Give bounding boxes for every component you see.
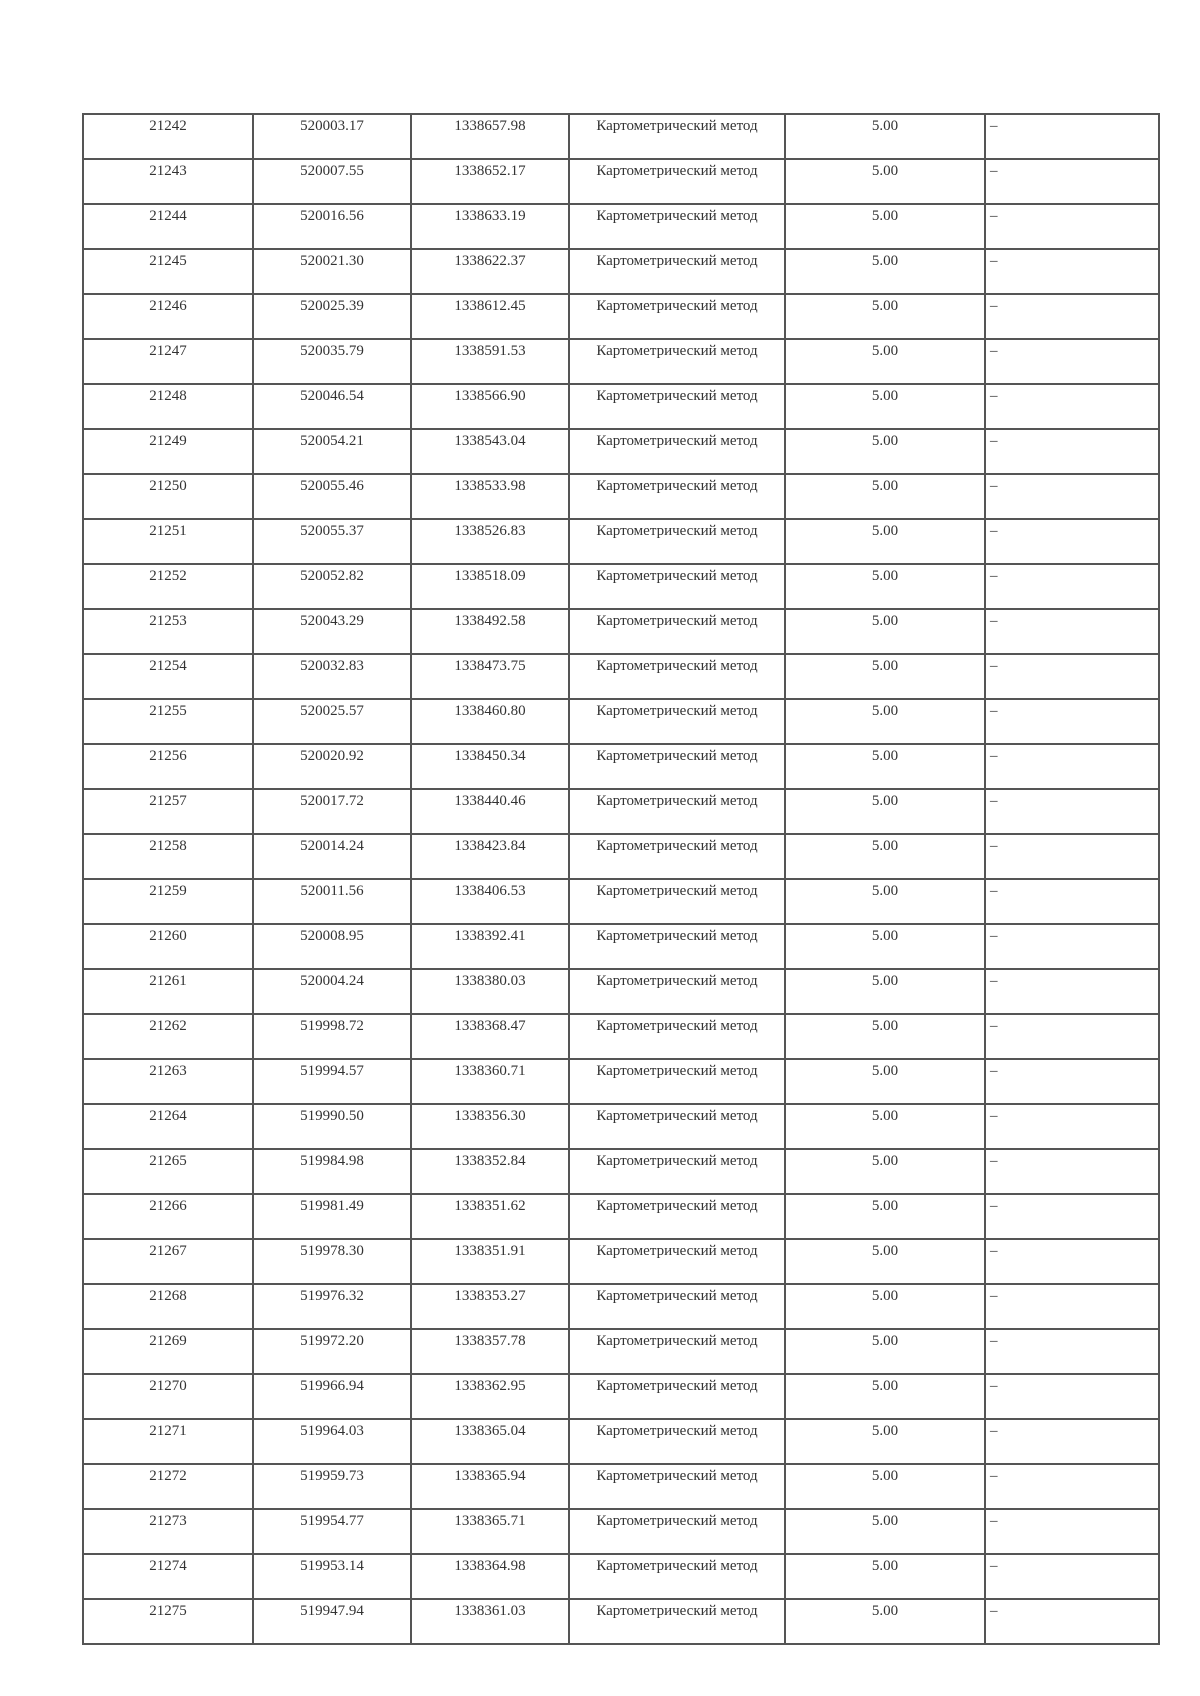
point-number-cell: 21263 [83, 1059, 253, 1104]
coordinate-x-cell: 519964.03 [253, 1419, 411, 1464]
coordinate-y-cell: 1338566.90 [411, 384, 569, 429]
precision-cell: 5.00 [785, 519, 985, 564]
precision-cell: 5.00 [785, 429, 985, 474]
note-cell: – [985, 1014, 1159, 1059]
table-row [83, 1149, 1159, 1194]
coordinate-x-cell: 519972.20 [253, 1329, 411, 1374]
note-cell: – [985, 1284, 1159, 1329]
table-row [83, 1599, 1159, 1644]
coordinate-y-cell: 1338591.53 [411, 339, 569, 384]
precision-cell: 5.00 [785, 1374, 985, 1419]
precision-cell: 5.00 [785, 564, 985, 609]
point-number-cell: 21269 [83, 1329, 253, 1374]
point-number-cell: 21264 [83, 1104, 253, 1149]
point-number-cell: 21250 [83, 474, 253, 519]
coordinate-y-cell: 1338357.78 [411, 1329, 569, 1374]
coordinate-x-cell: 519954.77 [253, 1509, 411, 1554]
coordinate-y-cell: 1338392.41 [411, 924, 569, 969]
method-cell: Картометрический метод [569, 609, 785, 654]
precision-cell: 5.00 [785, 789, 985, 834]
point-number-cell: 21249 [83, 429, 253, 474]
method-cell: Картометрический метод [569, 789, 785, 834]
method-cell: Картометрический метод [569, 519, 785, 564]
table-row [83, 114, 1159, 159]
coordinate-x-cell: 520014.24 [253, 834, 411, 879]
note-cell: – [985, 654, 1159, 699]
note-cell: – [985, 1419, 1159, 1464]
precision-cell: 5.00 [785, 384, 985, 429]
coordinate-y-cell: 1338362.95 [411, 1374, 569, 1419]
note-cell: – [985, 1464, 1159, 1509]
coordinate-y-cell: 1338351.91 [411, 1239, 569, 1284]
method-cell: Картометрический метод [569, 1104, 785, 1149]
method-cell: Картометрический метод [569, 114, 785, 159]
point-number-cell: 21275 [83, 1599, 253, 1644]
method-cell: Картометрический метод [569, 1284, 785, 1329]
note-cell: – [985, 339, 1159, 384]
table-row [83, 744, 1159, 789]
table-row [83, 1194, 1159, 1239]
note-cell: – [985, 1194, 1159, 1239]
method-cell: Картометрический метод [569, 1419, 785, 1464]
note-cell: – [985, 114, 1159, 159]
precision-cell: 5.00 [785, 249, 985, 294]
coordinate-y-cell: 1338356.30 [411, 1104, 569, 1149]
point-number-cell: 21258 [83, 834, 253, 879]
method-cell: Картометрический метод [569, 1149, 785, 1194]
method-cell: Картометрический метод [569, 249, 785, 294]
method-cell: Картометрический метод [569, 159, 785, 204]
precision-cell: 5.00 [785, 699, 985, 744]
precision-cell: 5.00 [785, 609, 985, 654]
method-cell: Картометрический метод [569, 384, 785, 429]
precision-cell: 5.00 [785, 834, 985, 879]
coordinate-y-cell: 1338364.98 [411, 1554, 569, 1599]
point-number-cell: 21251 [83, 519, 253, 564]
note-cell: – [985, 789, 1159, 834]
note-cell: – [985, 924, 1159, 969]
precision-cell: 5.00 [785, 339, 985, 384]
table-row [83, 1374, 1159, 1419]
point-number-cell: 21270 [83, 1374, 253, 1419]
coordinate-x-cell: 520052.82 [253, 564, 411, 609]
precision-cell: 5.00 [785, 1599, 985, 1644]
note-cell: – [985, 1374, 1159, 1419]
point-number-cell: 21272 [83, 1464, 253, 1509]
coordinate-x-cell: 519959.73 [253, 1464, 411, 1509]
method-cell: Картометрический метод [569, 834, 785, 879]
coordinate-x-cell: 520016.56 [253, 204, 411, 249]
table-row [83, 204, 1159, 249]
precision-cell: 5.00 [785, 474, 985, 519]
precision-cell: 5.00 [785, 114, 985, 159]
precision-cell: 5.00 [785, 1509, 985, 1554]
table-row [83, 294, 1159, 339]
table-row [83, 1104, 1159, 1149]
note-cell: – [985, 1599, 1159, 1644]
note-cell: – [985, 834, 1159, 879]
coordinate-x-cell: 519998.72 [253, 1014, 411, 1059]
coordinate-y-cell: 1338423.84 [411, 834, 569, 879]
note-cell: – [985, 429, 1159, 474]
coordinate-x-cell: 520025.57 [253, 699, 411, 744]
coordinate-x-cell: 520020.92 [253, 744, 411, 789]
table-row [83, 564, 1159, 609]
point-number-cell: 21257 [83, 789, 253, 834]
precision-cell: 5.00 [785, 1329, 985, 1374]
note-cell: – [985, 204, 1159, 249]
note-cell: – [985, 249, 1159, 294]
coordinate-x-cell: 520046.54 [253, 384, 411, 429]
precision-cell: 5.00 [785, 1419, 985, 1464]
precision-cell: 5.00 [785, 1284, 985, 1329]
table-row [83, 1329, 1159, 1374]
point-number-cell: 21271 [83, 1419, 253, 1464]
coordinate-x-cell: 519947.94 [253, 1599, 411, 1644]
coordinate-y-cell: 1338380.03 [411, 969, 569, 1014]
point-number-cell: 21246 [83, 294, 253, 339]
method-cell: Картометрический метод [569, 339, 785, 384]
table-row [83, 519, 1159, 564]
coordinate-x-cell: 520055.46 [253, 474, 411, 519]
coordinate-x-cell: 520054.21 [253, 429, 411, 474]
table-row [83, 1554, 1159, 1599]
precision-cell: 5.00 [785, 1014, 985, 1059]
point-number-cell: 21261 [83, 969, 253, 1014]
note-cell: – [985, 519, 1159, 564]
table-row [83, 924, 1159, 969]
table-row [83, 879, 1159, 924]
method-cell: Картометрический метод [569, 1599, 785, 1644]
note-cell: – [985, 744, 1159, 789]
table-row [83, 1284, 1159, 1329]
coordinate-y-cell: 1338352.84 [411, 1149, 569, 1194]
point-number-cell: 21265 [83, 1149, 253, 1194]
precision-cell: 5.00 [785, 1059, 985, 1104]
precision-cell: 5.00 [785, 1194, 985, 1239]
coordinate-x-cell: 520055.37 [253, 519, 411, 564]
coordinate-y-cell: 1338460.80 [411, 699, 569, 744]
coordinate-x-cell: 519976.32 [253, 1284, 411, 1329]
method-cell: Картометрический метод [569, 1554, 785, 1599]
coordinate-x-cell: 520021.30 [253, 249, 411, 294]
note-cell: – [985, 1554, 1159, 1599]
point-number-cell: 21262 [83, 1014, 253, 1059]
coordinate-x-cell: 520032.83 [253, 654, 411, 699]
coordinate-x-cell: 520025.39 [253, 294, 411, 339]
coordinate-y-cell: 1338365.94 [411, 1464, 569, 1509]
note-cell: – [985, 1059, 1159, 1104]
point-number-cell: 21274 [83, 1554, 253, 1599]
coordinates-table [82, 113, 1160, 1645]
method-cell: Картометрический метод [569, 1194, 785, 1239]
coordinate-x-cell: 519978.30 [253, 1239, 411, 1284]
coordinate-y-cell: 1338365.04 [411, 1419, 569, 1464]
point-number-cell: 21248 [83, 384, 253, 429]
coordinate-y-cell: 1338612.45 [411, 294, 569, 339]
precision-cell: 5.00 [785, 294, 985, 339]
coordinate-x-cell: 520008.95 [253, 924, 411, 969]
precision-cell: 5.00 [785, 1464, 985, 1509]
note-cell: – [985, 1329, 1159, 1374]
coordinate-x-cell: 519981.49 [253, 1194, 411, 1239]
note-cell: – [985, 474, 1159, 519]
coordinate-x-cell: 520011.56 [253, 879, 411, 924]
point-number-cell: 21255 [83, 699, 253, 744]
precision-cell: 5.00 [785, 1149, 985, 1194]
point-number-cell: 21260 [83, 924, 253, 969]
note-cell: – [985, 1239, 1159, 1284]
precision-cell: 5.00 [785, 1239, 985, 1284]
precision-cell: 5.00 [785, 1104, 985, 1149]
note-cell: – [985, 699, 1159, 744]
point-number-cell: 21244 [83, 204, 253, 249]
coordinate-y-cell: 1338518.09 [411, 564, 569, 609]
method-cell: Картометрический метод [569, 1464, 785, 1509]
method-cell: Картометрический метод [569, 744, 785, 789]
method-cell: Картометрический метод [569, 1239, 785, 1284]
coordinate-x-cell: 520035.79 [253, 339, 411, 384]
note-cell: – [985, 294, 1159, 339]
point-number-cell: 21267 [83, 1239, 253, 1284]
method-cell: Картометрический метод [569, 969, 785, 1014]
point-number-cell: 21273 [83, 1509, 253, 1554]
note-cell: – [985, 159, 1159, 204]
coordinate-x-cell: 520004.24 [253, 969, 411, 1014]
coordinate-y-cell: 1338365.71 [411, 1509, 569, 1554]
coordinate-x-cell: 520043.29 [253, 609, 411, 654]
method-cell: Картометрический метод [569, 1059, 785, 1104]
method-cell: Картометрический метод [569, 1329, 785, 1374]
method-cell: Картометрический метод [569, 474, 785, 519]
coordinate-y-cell: 1338360.71 [411, 1059, 569, 1104]
coordinate-y-cell: 1338492.58 [411, 609, 569, 654]
method-cell: Картометрический метод [569, 1374, 785, 1419]
coordinate-x-cell: 519984.98 [253, 1149, 411, 1194]
coordinate-y-cell: 1338526.83 [411, 519, 569, 564]
table-row [83, 429, 1159, 474]
coordinate-x-cell: 519994.57 [253, 1059, 411, 1104]
note-cell: – [985, 1509, 1159, 1554]
method-cell: Картометрический метод [569, 429, 785, 474]
point-number-cell: 21252 [83, 564, 253, 609]
coordinate-x-cell: 519953.14 [253, 1554, 411, 1599]
point-number-cell: 21266 [83, 1194, 253, 1239]
table-row [83, 1509, 1159, 1554]
point-number-cell: 21245 [83, 249, 253, 294]
precision-cell: 5.00 [785, 204, 985, 249]
coordinate-y-cell: 1338533.98 [411, 474, 569, 519]
coordinate-y-cell: 1338633.19 [411, 204, 569, 249]
coordinate-y-cell: 1338351.62 [411, 1194, 569, 1239]
method-cell: Картометрический метод [569, 204, 785, 249]
point-number-cell: 21242 [83, 114, 253, 159]
table-row [83, 1419, 1159, 1464]
table-row [83, 1059, 1159, 1104]
coordinate-y-cell: 1338652.17 [411, 159, 569, 204]
table-row [83, 159, 1159, 204]
precision-cell: 5.00 [785, 924, 985, 969]
table-row [83, 834, 1159, 879]
note-cell: – [985, 384, 1159, 429]
precision-cell: 5.00 [785, 1554, 985, 1599]
precision-cell: 5.00 [785, 159, 985, 204]
coordinate-x-cell: 520003.17 [253, 114, 411, 159]
method-cell: Картометрический метод [569, 699, 785, 744]
point-number-cell: 21253 [83, 609, 253, 654]
note-cell: – [985, 969, 1159, 1014]
coordinate-x-cell: 519966.94 [253, 1374, 411, 1419]
coordinate-x-cell: 519990.50 [253, 1104, 411, 1149]
precision-cell: 5.00 [785, 879, 985, 924]
table-row [83, 384, 1159, 429]
coordinate-y-cell: 1338622.37 [411, 249, 569, 294]
coordinate-y-cell: 1338657.98 [411, 114, 569, 159]
method-cell: Картометрический метод [569, 564, 785, 609]
point-number-cell: 21243 [83, 159, 253, 204]
coordinate-x-cell: 520017.72 [253, 789, 411, 834]
coordinate-y-cell: 1338543.04 [411, 429, 569, 474]
coordinates-table-body [83, 114, 1159, 1644]
note-cell: – [985, 564, 1159, 609]
point-number-cell: 21268 [83, 1284, 253, 1329]
method-cell: Картометрический метод [569, 924, 785, 969]
table-row [83, 699, 1159, 744]
method-cell: Картометрический метод [569, 1509, 785, 1554]
note-cell: – [985, 879, 1159, 924]
point-number-cell: 21254 [83, 654, 253, 699]
method-cell: Картометрический метод [569, 1014, 785, 1059]
table-row [83, 249, 1159, 294]
coordinate-y-cell: 1338450.34 [411, 744, 569, 789]
precision-cell: 5.00 [785, 654, 985, 699]
precision-cell: 5.00 [785, 969, 985, 1014]
method-cell: Картометрический метод [569, 654, 785, 699]
coordinate-y-cell: 1338473.75 [411, 654, 569, 699]
coordinate-y-cell: 1338406.53 [411, 879, 569, 924]
note-cell: – [985, 609, 1159, 654]
precision-cell: 5.00 [785, 744, 985, 789]
point-number-cell: 21256 [83, 744, 253, 789]
table-row [83, 1464, 1159, 1509]
table-row [83, 1014, 1159, 1059]
coordinate-x-cell: 520007.55 [253, 159, 411, 204]
method-cell: Картометрический метод [569, 294, 785, 339]
point-number-cell: 21259 [83, 879, 253, 924]
table-row [83, 654, 1159, 699]
table-row [83, 789, 1159, 834]
table-row [83, 339, 1159, 384]
table-row [83, 474, 1159, 519]
coordinate-y-cell: 1338440.46 [411, 789, 569, 834]
note-cell: – [985, 1104, 1159, 1149]
point-number-cell: 21247 [83, 339, 253, 384]
table-row [83, 969, 1159, 1014]
coordinate-y-cell: 1338368.47 [411, 1014, 569, 1059]
table-row [83, 1239, 1159, 1284]
note-cell: – [985, 1149, 1159, 1194]
method-cell: Картометрический метод [569, 879, 785, 924]
coordinate-y-cell: 1338353.27 [411, 1284, 569, 1329]
coordinate-y-cell: 1338361.03 [411, 1599, 569, 1644]
table-row [83, 609, 1159, 654]
